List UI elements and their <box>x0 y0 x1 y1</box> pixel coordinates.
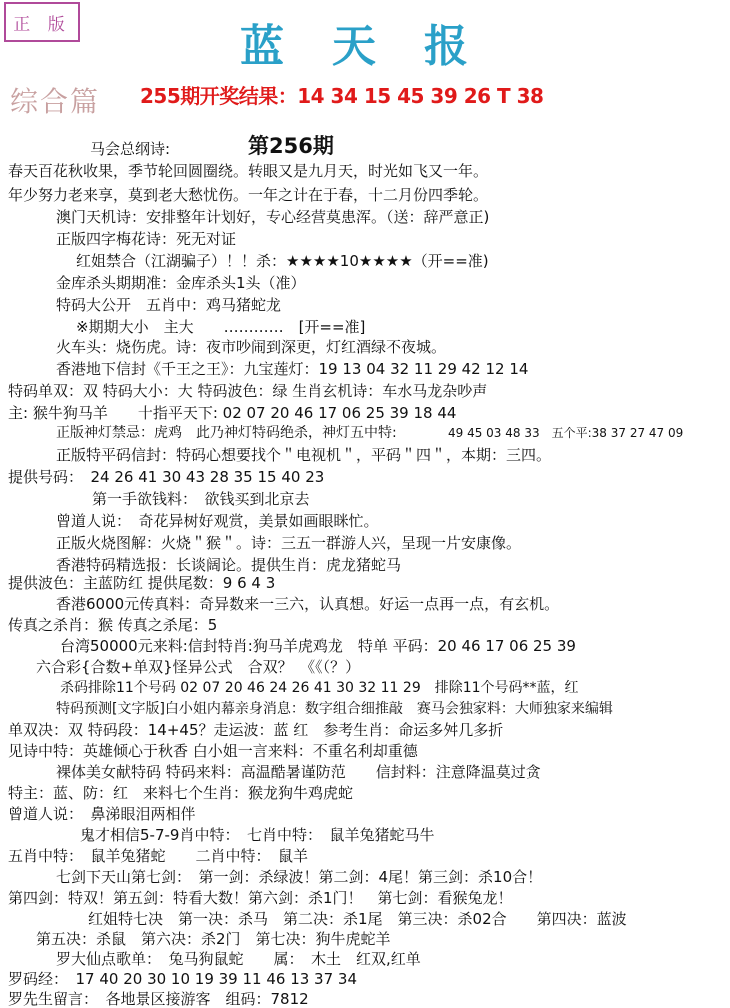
text-line: 红姐禁合（江湖骗子）！！杀：★★★★10★★★★（开==准) <box>76 252 489 270</box>
text-line: 五肖中特： 鼠羊兔猪蛇 二肖中特： 鼠羊 <box>8 847 309 865</box>
text-line: 单双决：双 特码段：14+45？走运波：蓝 红 参考生肖：命运多舛几多折 <box>8 721 504 739</box>
text-line: 澳门天机诗：安排整年计划好，专心经营莫患浑。（送：辞严意正) <box>56 208 490 226</box>
text-line: 第一手欲钱料： 欲钱买到北京去 <box>92 490 310 508</box>
text-line: 红姐特七决 第一决：杀马 第二决：杀1尾 第三决：杀02合 第四决：蓝波 <box>88 910 627 928</box>
text-line: 提供波色：主蓝防红 提供尾数：9 6 4 3 <box>8 574 276 592</box>
issue-number: 第256期 <box>248 134 334 158</box>
text-line: 特码单双：双 特码大小：大 特码波色：绿 生肖玄机诗：车水马龙杂吵声 <box>8 382 488 400</box>
text-line: 年少努力老来享，莫到老大愁忧伤。一年之计在于春，十二月份四季轮。 <box>8 186 489 204</box>
text-line: 第四剑：特双！第五剑：特看大数！第六剑：杀1门！ 第七剑：看猴兔龙！ <box>8 889 513 907</box>
text-line: 鬼才相信5-7-9肖中特： 七肖中特： 鼠羊兔猪蛇马牛 <box>80 826 435 844</box>
text-line: 台湾50000元来料:信封特肖:狗马羊虎鸡龙 特单 平码：20 46 17 06 25 39 <box>60 637 576 655</box>
text-line: 正版神灯禁忌：虎鸡 此乃神灯特码绝杀，神灯五中特: <box>56 425 397 441</box>
text-line: 见诗中特：英雄倾心于秋香 白小姐一言来料：不重名利却重德 <box>8 742 418 760</box>
text-line: 杀码排除11个号码 02 07 20 46 24 26 41 30 32 11 29 排除11个号码**蓝，红 <box>60 680 579 696</box>
text-line: 主: 猴牛狗马羊 十指平天下: 02 07 20 46 17 06 25 39 18 44 <box>8 404 457 422</box>
text-line: 罗码经： 17 40 20 30 10 19 39 11 46 13 37 34 <box>8 970 357 988</box>
draw-result: 255期开奖结果：14 34 15 45 39 26 T 38 <box>140 84 544 108</box>
text-line: 火车头：烧伤虎。诗：夜市吵闹到深更，灯红酒绿不夜城。 <box>56 338 447 356</box>
text-line: 罗大仙点歌单： 兔马狗鼠蛇 属： 木土 红双,红单 <box>56 950 421 968</box>
text-line: 49 45 03 48 33 五个平:38 37 27 47 09 <box>448 426 684 440</box>
text-line: 罗先生留言： 各地景区接游客 组码：7812 <box>8 990 309 1008</box>
text-line: 正版特平码信封：特码心想要找个＂电视机＂，平码＂四＂，本期：三四。 <box>56 446 552 464</box>
text-line: 第五决：杀鼠 第六决：杀2门 第七决：狗牛虎蛇羊 <box>36 930 391 948</box>
text-line: 春天百花秋收果，季节轮回圆圈绕。转眼又是九月天，时光如飞又一年。 <box>8 162 489 180</box>
text-line: 香港地下信封《千王之王》：九宝莲灯：19 13 04 32 11 29 42 12 14 <box>56 360 529 378</box>
text-line: 特码预测[文字版]白小姐内幕亲身消息：数字组合细推敲 赛马会独家料：大师独家来编辑 <box>56 701 613 717</box>
text-line: 正版四字梅花诗：死无对证 <box>56 230 237 248</box>
text-line: 提供号码： 24 26 41 30 43 28 35 15 40 23 <box>8 468 325 486</box>
text-line: 特码大公开 五肖中：鸡马猪蛇龙 <box>56 296 282 314</box>
text-line: 马会总纲诗: <box>90 140 171 158</box>
genuine-stamp: 正 版 <box>4 2 80 42</box>
text-line: 香港特码精选报：长谈阔论。提供生肖：虎龙猪蛇马 <box>56 556 402 574</box>
text-line: ※期期大小 主大 ………… [开==准] <box>76 318 366 336</box>
text-line: 香港6000元传真料：奇异数来一三六，认真想。好运一点再一点，有玄机。 <box>56 595 560 613</box>
text-line: 七剑下天山第七剑： 第一剑：杀绿波！第二剑：4尾！第三剑：杀10合！ <box>56 868 543 886</box>
text-line: 六合彩{合数+单双}怪异公式 合双？ 《《（？） <box>36 658 361 676</box>
section-title: 综合篇 <box>10 85 101 118</box>
text-line: 曾道人说： 鼻涕眼泪两相伴 <box>8 805 196 823</box>
text-line: 曾道人说： 奇花异树好观赏，美景如画眼眯忙。 <box>56 512 379 530</box>
text-line: 传真之杀肖：猴 传真之杀尾：5 <box>8 616 218 634</box>
text-line: 金库杀头期期准：金库杀头1头（准） <box>56 274 306 292</box>
text-line: 正版火烧图解：火烧＂猴＂。诗：三五一群游人兴，呈现一片安康像。 <box>56 534 522 552</box>
text-line: 特主：蓝、防：红 来料七个生肖：猴龙狗牛鸡虎蛇 <box>8 784 354 802</box>
text-line: 裸体美女献特码 特码来料：高温酷暑谨防范 信封料：注意降温莫过贪 <box>56 763 541 781</box>
newspaper-title: 蓝天报 <box>240 21 516 72</box>
